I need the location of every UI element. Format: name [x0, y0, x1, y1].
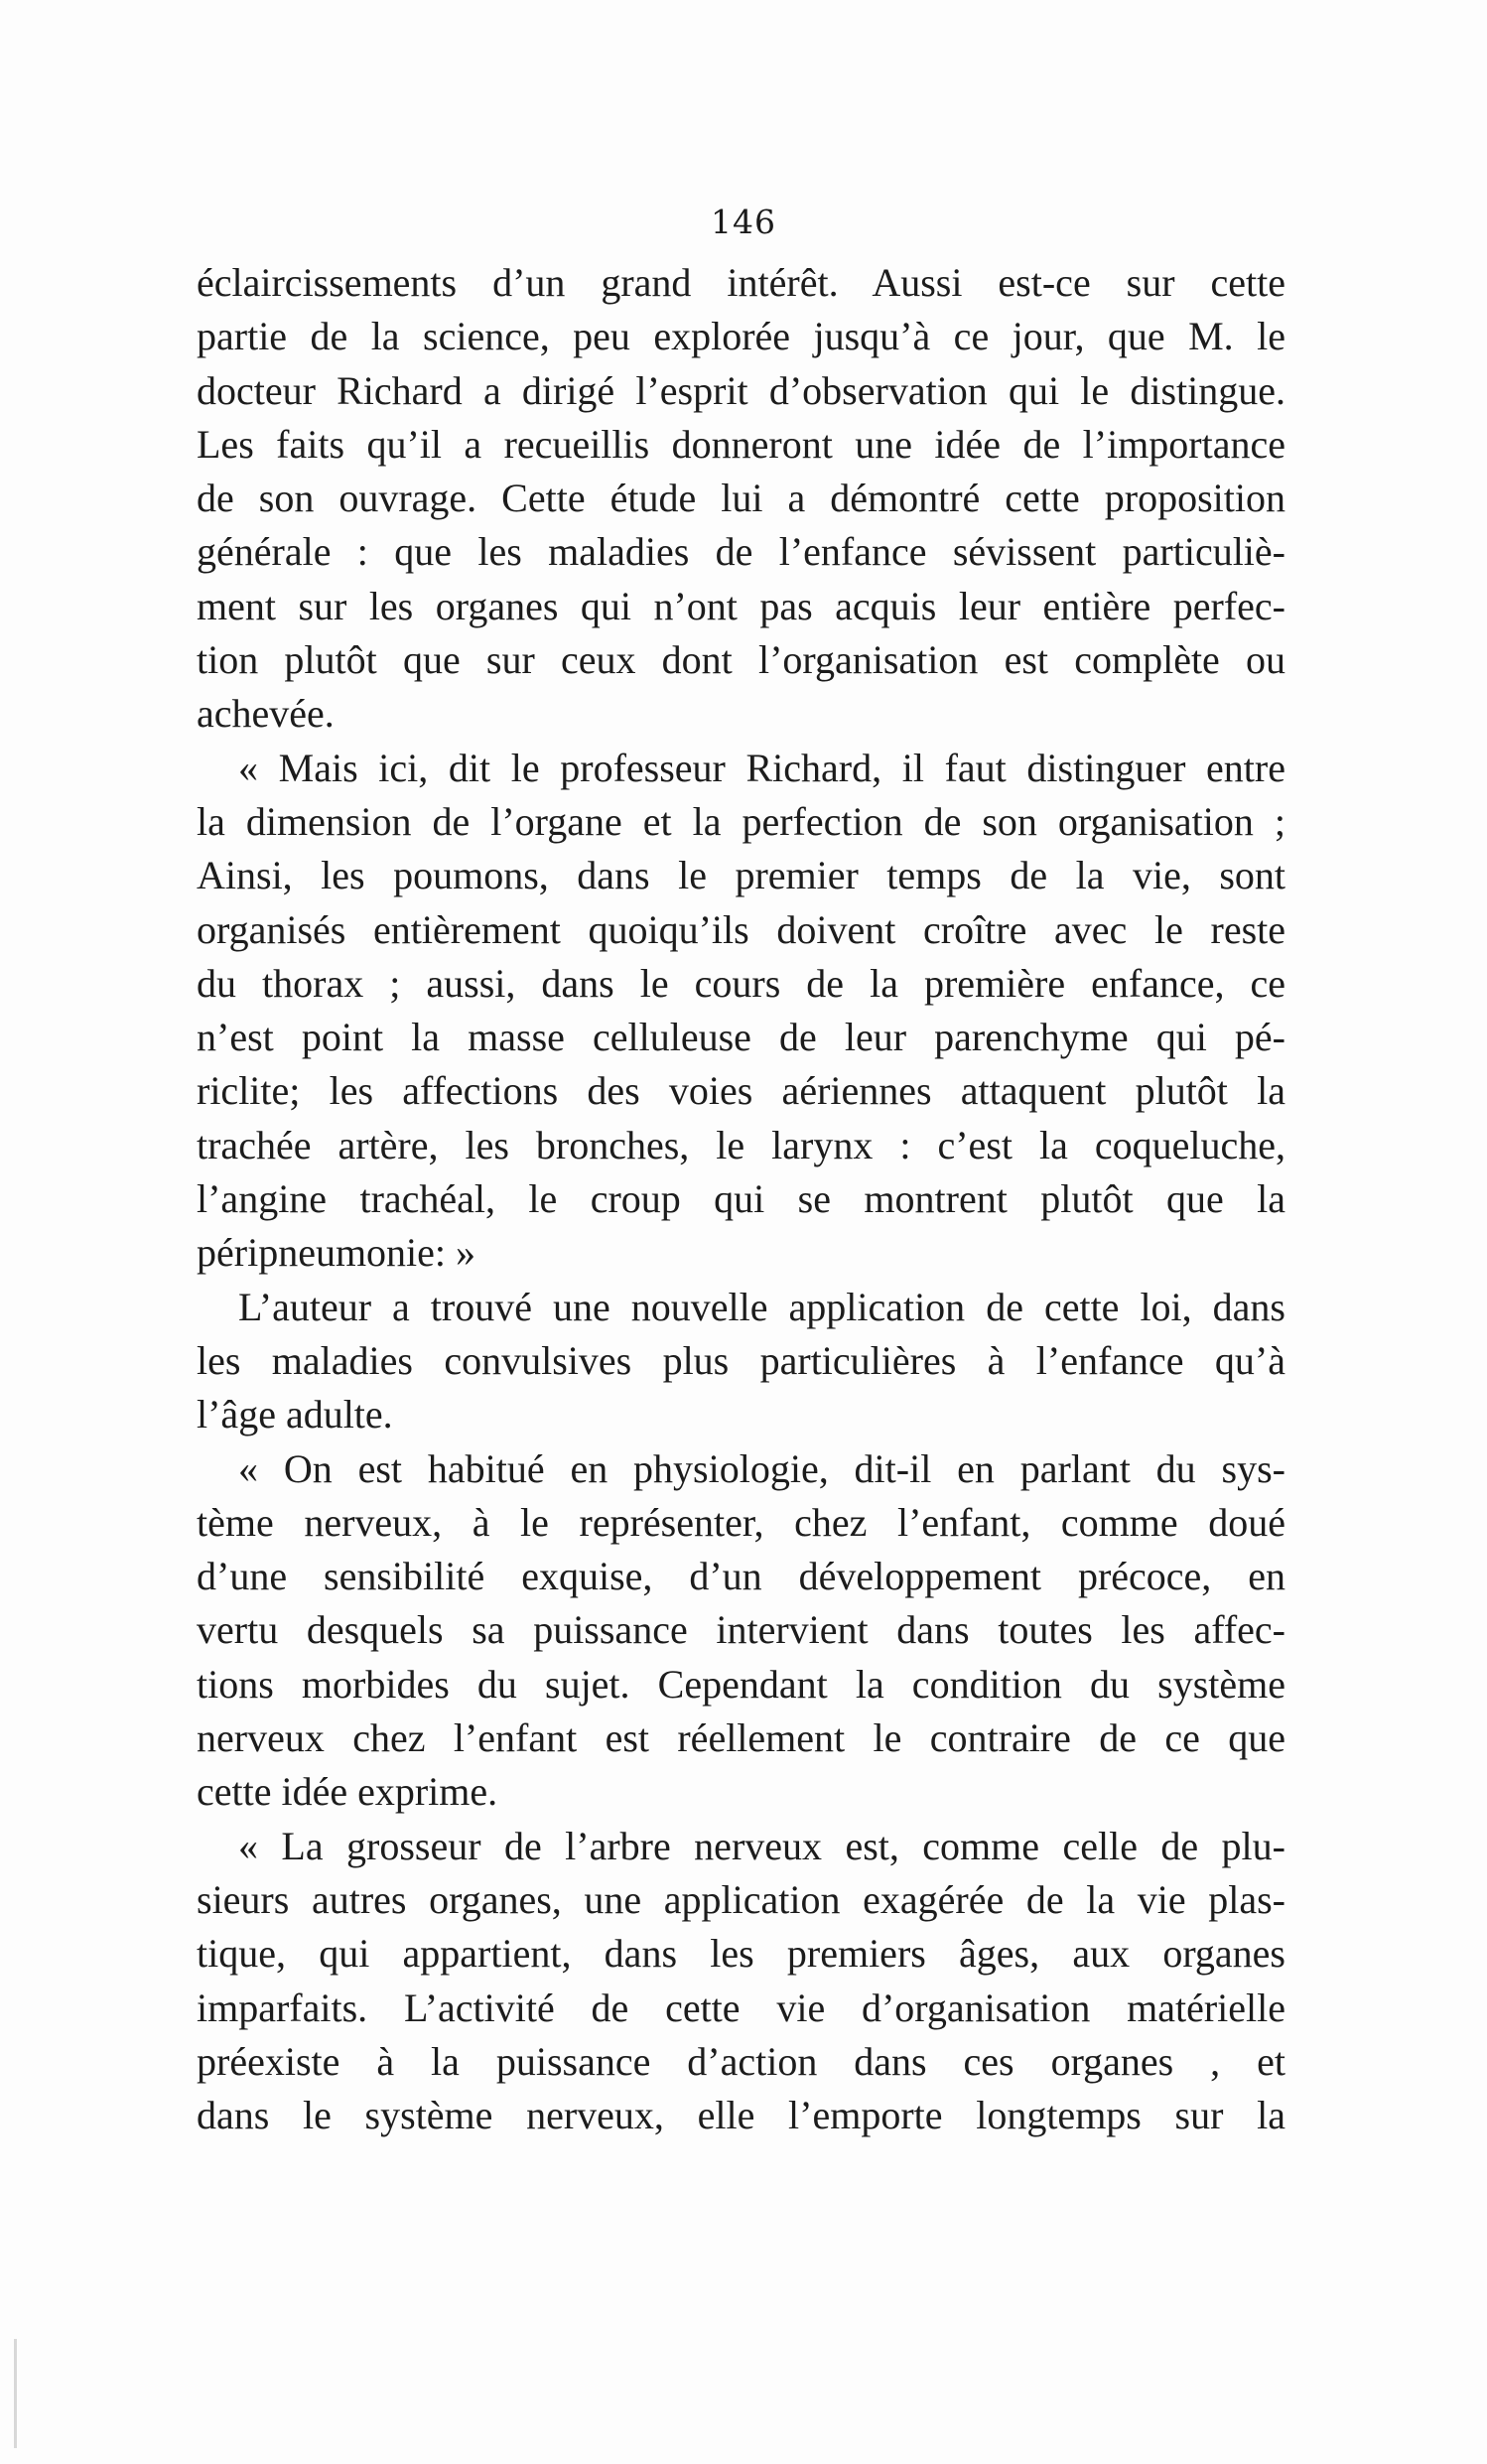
text-line: tion plutôt que sur ceux dont l’organisation est complète ou	[197, 637, 1285, 683]
text-line: d’une sensibilité exquise, d’un développement précoce, en	[197, 1554, 1285, 1599]
text-line: ment sur les organes qui n’ont pas acquis leur entière perfec-	[197, 583, 1285, 628]
body-text	[197, 256, 1285, 2142]
text-line: tème nerveux, à le représenter, chez l’enfant, comme doué	[197, 1499, 1285, 1545]
text-line: n’est point la masse celluleuse de leur parenchyme qui pé-	[197, 1015, 1285, 1060]
text-line: la dimension de l’organe et la perfection de son organisation ;	[197, 798, 1285, 844]
text-line: Les faits qu’il a recueillis donneront une idée de l’importance	[197, 421, 1285, 467]
text-line: générale : que les maladies de l’enfance sévissent particuliè-	[197, 529, 1285, 575]
text-line: péripneumonie: »	[197, 1230, 476, 1276]
text-line: imparfaits. L’activité de cette vie d’organisation matérielle	[197, 1985, 1285, 2030]
text-line: l’angine trachéal, le croup qui se montrent plutôt que la	[197, 1176, 1285, 1222]
text-line: partie de la science, peu explorée jusqu’à ce jour, que M. le	[197, 314, 1285, 359]
text-line: l’âge adulte.	[197, 1392, 393, 1437]
text-line: L’auteur a trouvé une nouvelle application de cette loi, dans	[238, 1284, 1285, 1329]
text-line: nerveux chez l’enfant est réellement le contraire de ce que	[197, 1715, 1285, 1761]
text-line: du thorax ; aussi, dans le cours de la première enfance, ce	[197, 960, 1285, 1006]
text-line: cette idée exprime.	[197, 1769, 498, 1815]
text-line: vertu desquels sa puissance intervient dans toutes les affec-	[197, 1607, 1285, 1653]
text-line: de son ouvrage. Cette étude lui a démontré cette proposition	[197, 476, 1285, 521]
text-line: achevée.	[197, 691, 335, 737]
text-line: docteur Richard a dirigé l’esprit d’observation qui le distingue.	[197, 367, 1285, 413]
text-line: « La grosseur de l’arbre nerveux est, comme celle de plu-	[238, 1823, 1285, 1868]
text-line: riclite; les affections des voies aériennes attaquent plutôt la	[197, 1068, 1285, 1114]
text-line: éclaircissements d’un grand intérêt. Aussi est-ce sur cette	[197, 260, 1285, 305]
text-line: les maladies convulsives plus particulières à l’enfance qu’à	[197, 1337, 1285, 1383]
page-number: 146	[711, 203, 776, 241]
text-line: organisés entièrement quoiqu’ils doivent croître avec le reste	[197, 906, 1285, 952]
text-line: sieurs autres organes, une application exagérée de la vie plas-	[197, 1876, 1285, 1922]
text-line: tions morbides du sujet. Cependant la condition du système	[197, 1661, 1285, 1707]
text-line: « On est habitué en physiologie, dit-il en parlant du sys-	[238, 1445, 1285, 1491]
text-line: « Mais ici, dit le professeur Richard, il faut distinguer entre	[238, 745, 1285, 790]
text-line: trachée artère, les bronches, le larynx : c’est la coqueluche,	[197, 1122, 1285, 1167]
scan-edge-mark	[14, 2339, 17, 2448]
text-line: Ainsi, les poumons, dans le premier temps de la vie, sont	[197, 853, 1285, 898]
text-line: préexiste à la puissance d’action dans ces organes , et	[197, 2038, 1285, 2084]
text-line: dans le système nerveux, elle l’emporte longtemps sur la	[197, 2093, 1285, 2138]
text-line: tique, qui appartient, dans les premiers âges, aux organes	[197, 1931, 1285, 1977]
